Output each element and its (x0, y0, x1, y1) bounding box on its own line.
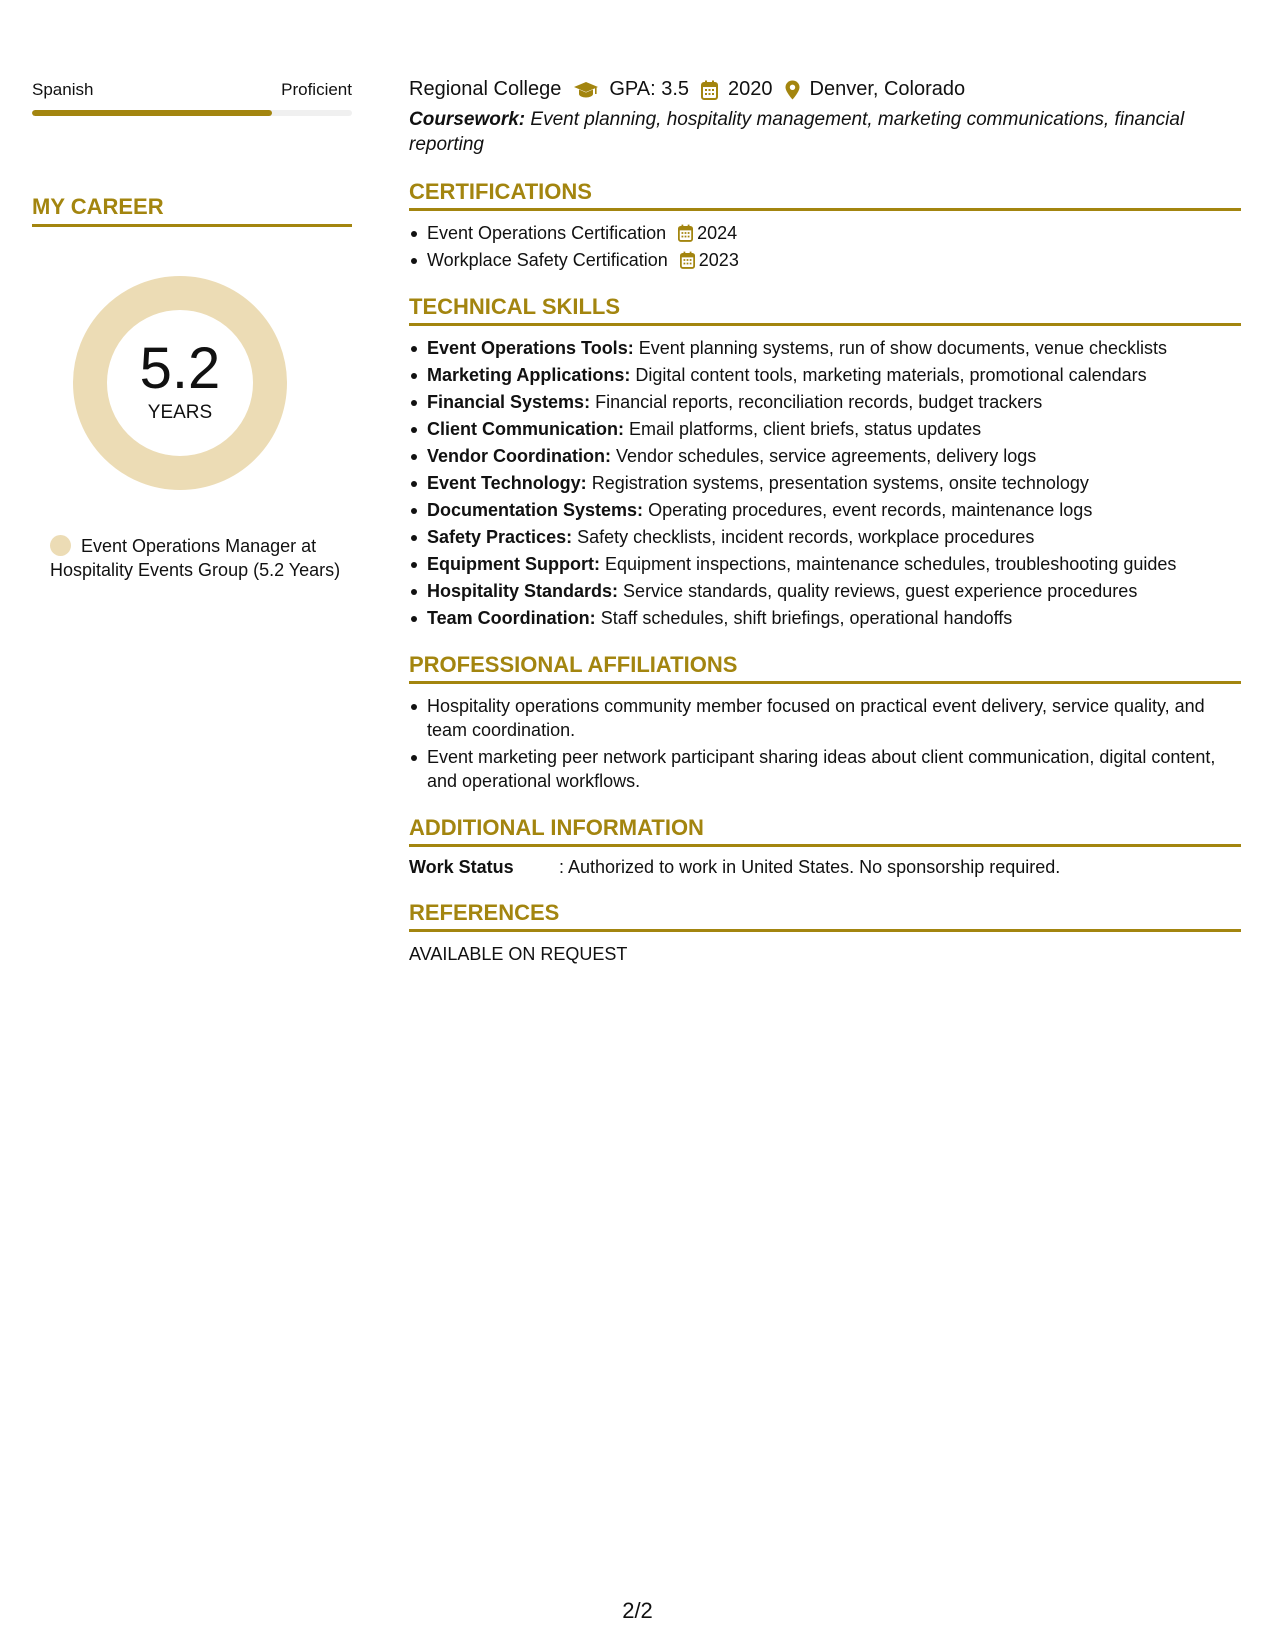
list-item (409, 579, 1241, 603)
certification-name: Event Operations Certification (427, 223, 667, 243)
affiliations-list (409, 694, 1241, 793)
work-status-value: : Authorized to work in United States. No sponsorship required. (559, 857, 1061, 877)
career-legend (50, 534, 352, 582)
graduation-cap-icon (573, 81, 599, 99)
calendar-icon (678, 224, 693, 242)
list-item (409, 606, 1241, 630)
list-item (409, 444, 1241, 468)
education-location: Denver, Colorado (809, 78, 966, 100)
skill-text: Safety checklists, incident records, workplace procedures (577, 527, 1035, 547)
certifications-list (409, 221, 1241, 272)
map-pin-icon (785, 80, 800, 100)
skill-label: Documentation Systems: (427, 500, 644, 520)
technical-skills-heading: TECHNICAL SKILLS (409, 294, 1241, 326)
skill-text: Financial reports, reconciliation records, budget trackers (595, 392, 1043, 412)
legend-label: Event Operations Manager at Hospitality Events Group (5.2 Years) (50, 536, 341, 580)
language-proficiency-bar (32, 110, 352, 116)
skill-label: Hospitality Standards: (427, 581, 619, 601)
references-heading: REFERENCES (409, 900, 1241, 932)
list-item (409, 221, 1241, 245)
career-heading: MY CAREER (32, 194, 352, 227)
affiliations-heading: PROFESSIONAL AFFILIATIONS (409, 652, 1241, 684)
career-total-unit: YEARS (147, 402, 213, 423)
skill-text: Equipment inspections, maintenance schedules, troubleshooting guides (605, 554, 1177, 574)
skill-label: Marketing Applications: (427, 365, 631, 385)
list-item (409, 248, 1241, 272)
skill-text: Event planning systems, run of show documents, venue checklists (638, 338, 1167, 358)
calendar-icon (680, 251, 695, 269)
list-item (409, 525, 1241, 549)
skill-label: Event Operations Tools: (427, 338, 634, 358)
language-row (32, 80, 352, 100)
donut-center (67, 336, 293, 424)
skill-text: Staff schedules, shift briefings, operational handoffs (600, 608, 1013, 628)
certifications-heading: CERTIFICATIONS (409, 179, 1241, 211)
skill-text: Email platforms, client briefs, status updates (629, 419, 982, 439)
left-column (32, 80, 352, 582)
education-gpa: GPA: 3.5 (609, 78, 689, 100)
page-number: 2/2 (622, 1598, 653, 1623)
list-item (409, 471, 1241, 495)
coursework-text: Event planning, hospitality management, marketing communications, financial reporting (409, 109, 1185, 155)
education-coursework (409, 107, 1241, 157)
skill-label: Client Communication: (427, 419, 624, 439)
certification-name: Workplace Safety Certification (427, 250, 668, 270)
skill-text: Service standards, quality reviews, guest experience procedures (623, 581, 1138, 601)
list-item (409, 552, 1241, 576)
skill-label: Vendor Coordination: (427, 446, 611, 466)
certification-year: 2024 (697, 223, 738, 243)
work-status-key: Work Status (409, 857, 514, 877)
certification-year: 2023 (698, 250, 739, 270)
calendar-icon (701, 80, 718, 100)
work-status-row (409, 857, 1241, 878)
coursework-label: Coursework: (409, 109, 526, 130)
language-name: Spanish (32, 80, 94, 99)
list-item: Event marketing peer network participant sharing ideas about client communication, digital content, and operational workflows. (409, 745, 1241, 793)
skill-label: Event Technology: (427, 473, 587, 493)
list-item (409, 498, 1241, 522)
career-total-value: 5.2 (139, 336, 221, 401)
list-item (409, 336, 1241, 360)
references-text: AVAILABLE ON REQUEST (409, 944, 628, 964)
career-donut-chart (67, 270, 293, 496)
skill-label: Financial Systems: (427, 392, 591, 412)
skill-text: Registration systems, presentation systems, onsite technology (591, 473, 1089, 493)
skill-text: Digital content tools, marketing materials, promotional calendars (635, 365, 1147, 385)
skill-text: Operating procedures, event records, maintenance logs (648, 500, 1093, 520)
language-proficiency-fill (32, 110, 272, 116)
skill-text: Vendor schedules, service agreements, delivery logs (616, 446, 1037, 466)
skill-label: Team Coordination: (427, 608, 596, 628)
list-item (409, 417, 1241, 441)
list-item: Hospitality operations community member focused on practical event delivery, service quality, and team coordination. (409, 694, 1241, 742)
list-item (409, 363, 1241, 387)
language-level: Proficient (281, 80, 352, 99)
legend-swatch (50, 535, 71, 556)
technical-skills-list (409, 336, 1241, 630)
skill-label: Equipment Support: (427, 554, 600, 574)
education-school: Regional College (409, 78, 562, 100)
list-item (409, 390, 1241, 414)
education-line (409, 78, 1241, 101)
education-year: 2020 (728, 78, 773, 100)
right-column (409, 78, 1241, 965)
skill-label: Safety Practices: (427, 527, 573, 547)
additional-info-heading: ADDITIONAL INFORMATION (409, 815, 1241, 847)
